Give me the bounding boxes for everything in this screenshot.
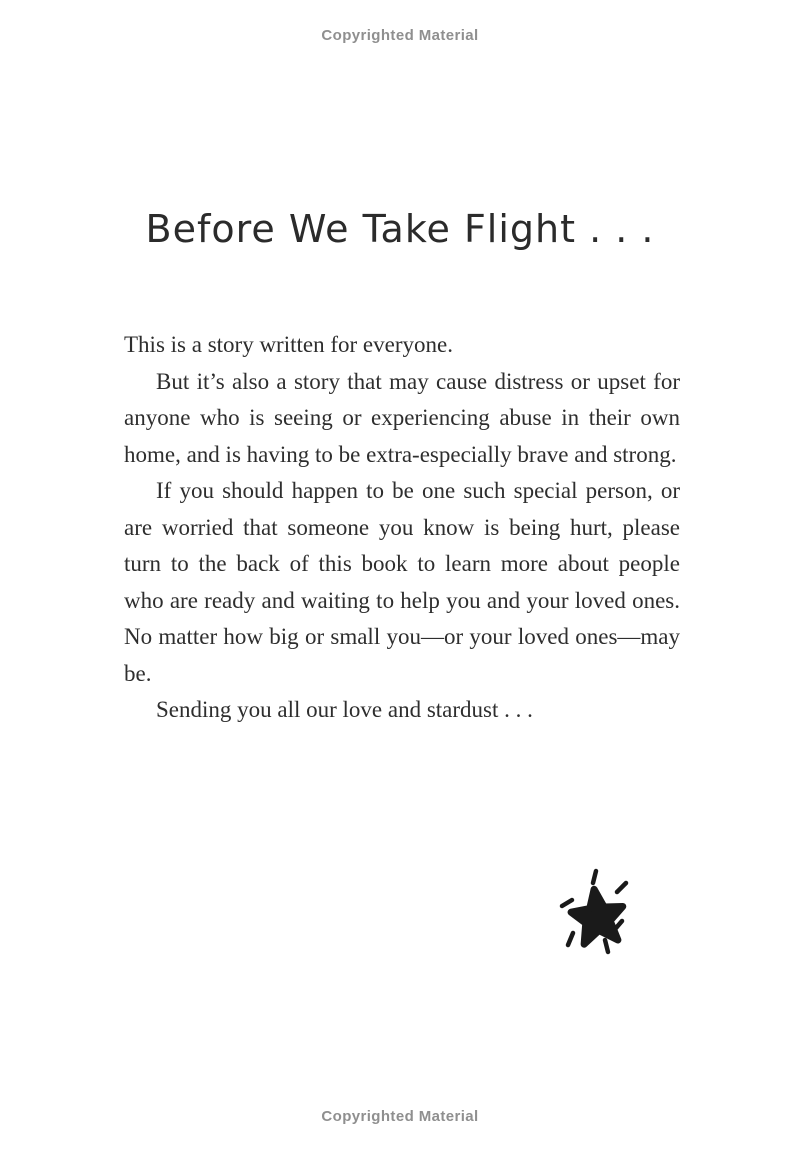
paragraph: If you should happen to be one such special person, or are worried that someone you know is being hurt, please turn to the back of this book to learn more about people who are ready and waiting to help you and your loved ones. No matter how big or small you—or your loved ones—may be. (124, 478, 680, 686)
paragraph: This is a story written for everyone. (124, 332, 453, 357)
body-text-block (124, 327, 680, 729)
copyright-banner-top: Copyrighted Material (321, 27, 479, 44)
paragraph: Sending you all our love and stardust . . . (156, 697, 533, 722)
star-sparkle-icon (548, 862, 660, 964)
page-title: Before We Take Flight . . . (145, 207, 655, 251)
paragraph: But it’s also a story that may cause distress or upset for anyone who is seeing or experiencing abuse in their own home, and is having to be extra-especially brave and strong. (124, 368, 680, 467)
copyright-banner-bottom: Copyrighted Material (321, 1108, 479, 1125)
